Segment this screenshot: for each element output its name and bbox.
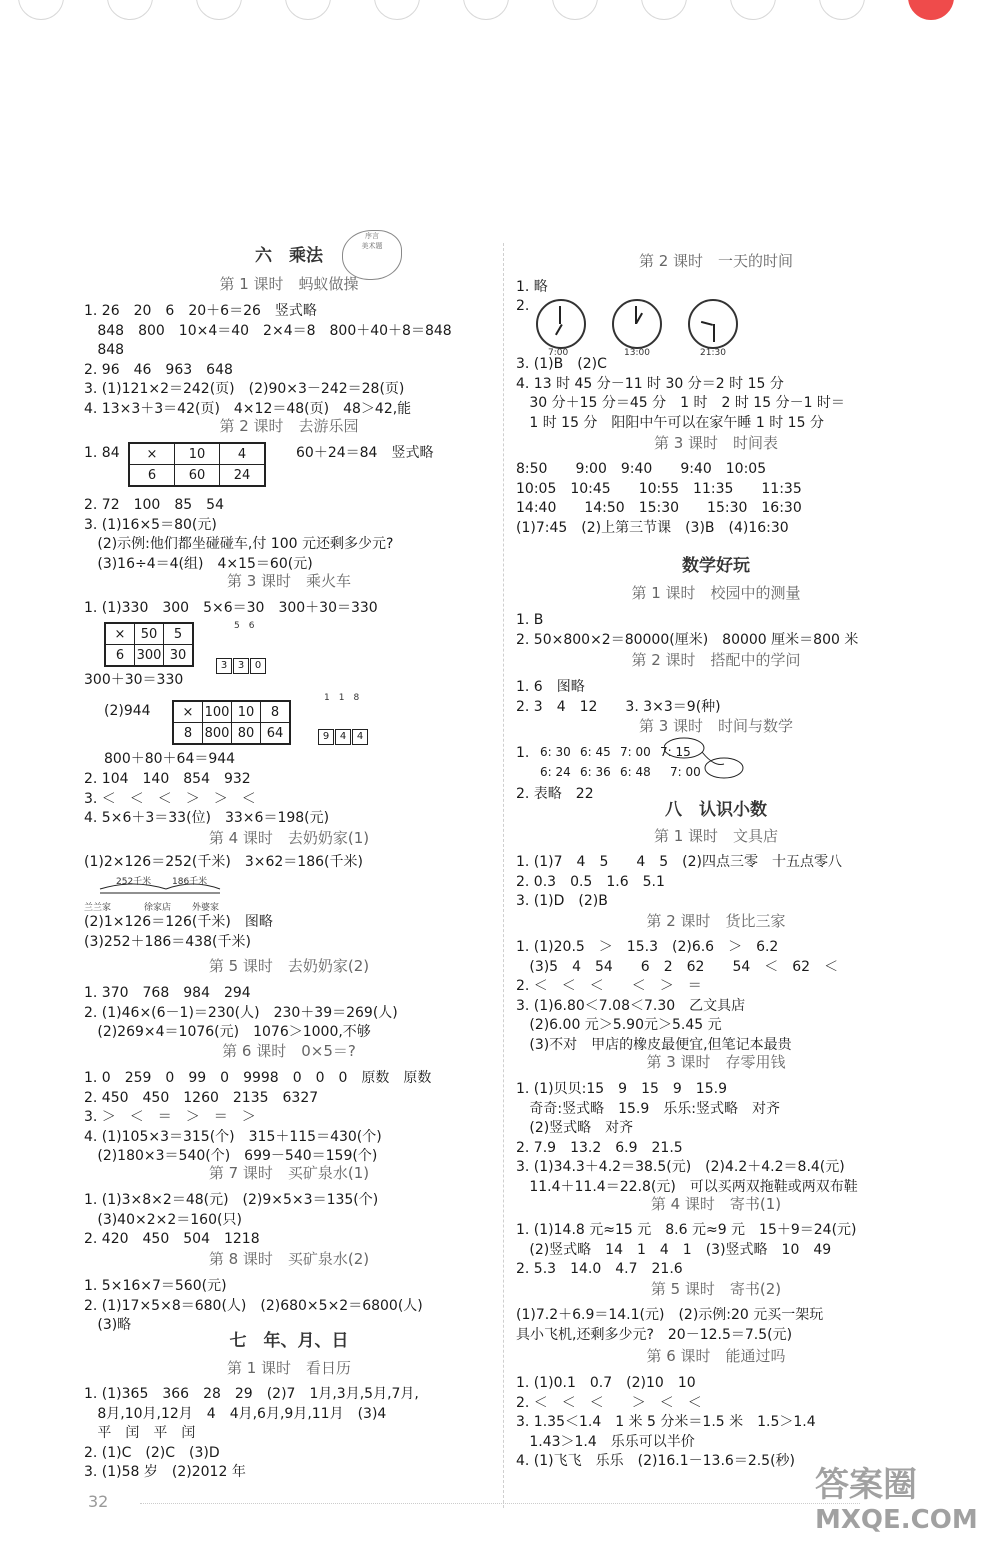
table-cell: 10 <box>232 701 261 723</box>
vertical-calc-result <box>318 724 369 745</box>
table-cell: 80 <box>232 723 261 745</box>
lesson-title: 第 5 课时 去奶奶家(2) <box>208 957 370 975</box>
table-cell: 8 <box>261 701 291 723</box>
lesson-title: 第 1 课时 校园中的测量 <box>631 584 801 602</box>
multiplication-table <box>128 442 266 487</box>
answer-line: 4. (1)105×3＝315(个) 315＋115＝430(个) <box>84 1128 382 1145</box>
digit-box: 4 <box>335 729 351 745</box>
answer-line: 3. (1)D (2)B <box>516 893 608 909</box>
table-cell: 6 <box>105 645 135 667</box>
answer-line: 4. 13 时 45 分－11 时 30 分＝2 时 15 分 <box>516 375 784 392</box>
answer-line: 1. 0 259 0 99 0 9998 0 0 0 原数 原数 <box>84 1070 432 1086</box>
answer-line: (1)7:45 (2)上第三节课 (3)B (4)16:30 <box>516 519 789 536</box>
answer-line: 2. 5.3 14.0 4.7 21.6 <box>516 1261 683 1277</box>
time-value: 6: 30 <box>540 745 571 759</box>
answer-line: 2. (1)17×5×8＝680(人) (2)680×5×2＝6800(人) <box>84 1297 423 1314</box>
header-circle <box>908 0 954 20</box>
answer-line: 4. (1)飞飞 乐乐 (2)16.1－13.6＝2.5(秒) <box>516 1453 796 1469</box>
answer-line: 2. 450 450 1260 2135 6327 <box>84 1089 319 1106</box>
answer-line: 2. 3 4 12 3. 3×3＝9(种) <box>516 698 721 715</box>
lesson-title: 第 8 课时 买矿泉水(2) <box>208 1250 370 1268</box>
answer-line: (1)7.2＋6.9＝14.1(元) (2)示例:20 元买一架玩 <box>516 1307 824 1323</box>
clock-label: 21:30 <box>700 348 726 358</box>
lesson-title: 第 2 课时 去游乐园 <box>219 417 359 435</box>
answer-line: 2. (1)C (2)C (3)D <box>84 1444 220 1461</box>
watermark-logo: 答案圈 <box>815 1465 917 1505</box>
table-cell: 24 <box>220 465 266 487</box>
table-cell: 100 <box>203 701 232 723</box>
answer-line: 60＋24＝84 竖式略 <box>296 445 434 461</box>
answer-line: 30 分＋15 分＝45 分 1 时 2 时 15 分－1 时＝ <box>516 395 845 411</box>
answer-line: 2. 表略 22 <box>516 786 594 802</box>
answer-line: 4. 5×6＋3＝33(位) 33×6＝198(元) <box>84 810 330 826</box>
chapter-7-title: 七 年、月、日 <box>229 1331 349 1351</box>
digit-box: 3 <box>233 658 249 674</box>
answer-line: 1. (1)330 300 5×6＝30 300＋30＝330 <box>84 600 378 616</box>
answer-line: (1)2×126＝252(千米) 3×62＝186(千米) <box>84 854 363 870</box>
answer-line: 8:50 9:00 9:40 9:40 10:05 <box>516 461 767 477</box>
minute-hand <box>559 306 561 324</box>
answer-line: (2)竖式略 对齐 <box>516 1120 634 1136</box>
table-cell: 800 <box>203 723 232 745</box>
answer-line: 3. (1)34.3＋4.2＝38.5(元) (2)4.2＋4.2＝8.4(元) <box>516 1159 845 1175</box>
seal-stamp: 序言 美术题 <box>342 230 402 280</box>
answer-line: 2. <box>516 298 530 314</box>
answer-line: 1. (1)0.1 0.7 (2)10 10 <box>516 1375 696 1391</box>
table-cell: 60 <box>175 465 220 487</box>
answer-line: (3)略 <box>84 1317 132 1333</box>
answer-line: (3)16÷4＝4(组) 4×15＝60(元) <box>84 555 313 572</box>
table-cell: 30 <box>164 645 194 667</box>
lesson-title: 第 2 课时 货比三家 <box>646 912 786 930</box>
time-value: 6: 48 <box>620 765 651 779</box>
answer-line: 1. (1)贝贝:15 9 15 9 15.9 <box>516 1081 727 1097</box>
clock-face-icon <box>612 299 662 349</box>
answer-line: 2. 420 450 504 1218 <box>84 1231 260 1247</box>
answer-line: 3. ＞ ＜ ＝ ＞ ＝ ＞ <box>84 1109 256 1125</box>
header-circle <box>641 0 687 20</box>
answer-line: 8月,10月,12月 4 4月,6月,9月,11月 (3)4 <box>84 1405 387 1422</box>
answer-line: 1. 略 <box>516 279 548 295</box>
answer-line: (2)269×4＝1076(元) 1076＞1000,不够 <box>84 1024 371 1040</box>
answer-line: 1. <box>516 745 530 761</box>
table-cell: 10 <box>175 443 220 465</box>
header-circle <box>374 0 420 20</box>
time-value: 6: 36 <box>580 765 611 779</box>
answer-line: (2)竖式略 14 1 4 1 (3)竖式略 10 49 <box>516 1241 832 1258</box>
lesson-title: 第 3 课时 乘火车 <box>226 572 352 590</box>
answer-line: 1. (1)7 4 5 4 5 (2)四点三零 十五点零八 <box>516 854 843 870</box>
answer-line: (2)1×126＝126(千米) 图略 <box>84 914 273 930</box>
table-cell: 6 <box>129 465 175 487</box>
digit-box: 4 <box>352 729 368 745</box>
answer-line: 1. (1)3×8×2＝48(元) (2)9×5×3＝135(个) <box>84 1192 379 1208</box>
lesson-title: 第 1 课时 蚂蚁做操 <box>219 275 359 293</box>
header-circle <box>463 0 509 20</box>
answer-line: 848 <box>84 342 125 358</box>
vertical-calc-result <box>216 653 267 674</box>
table-cell: 50 <box>135 623 164 645</box>
digit-box: 3 <box>216 658 232 674</box>
answer-line: 1. (1)20.5 ＞ 15.3 (2)6.6 ＞ 6.2 <box>516 939 779 955</box>
answer-line: 3. (1)121×2＝242(页) (2)90×3－242＝28(页) <box>84 381 405 397</box>
table-cell: 8 <box>173 723 203 745</box>
hour-hand <box>555 324 563 335</box>
page-number: 32 <box>88 1492 109 1511</box>
answer-line: 奇奇:竖式略 15.9 乐乐:竖式略 对齐 <box>516 1100 780 1117</box>
header-circle <box>196 0 242 20</box>
answer-line: 平 闰 平 闰 <box>84 1425 196 1441</box>
vertical-calc-digits: 5 6 <box>234 621 255 631</box>
multiplication-table <box>104 622 194 667</box>
answer-line: 3. 1.35＜1.4 1 米 5 分米＝1.5 米 1.5＞1.4 <box>516 1414 816 1430</box>
header-circle <box>107 0 153 20</box>
answer-line: 1.43＞1.4 乐乐可以半价 <box>516 1433 695 1450</box>
header-circle <box>819 0 865 20</box>
answer-line: (3)252＋186＝438(千米) <box>84 934 251 950</box>
clock-label: 7:00 <box>548 348 569 358</box>
clock-label: 13:00 <box>624 348 650 358</box>
lesson-title: 第 6 课时 能通过吗 <box>646 1347 786 1365</box>
header-circle <box>285 0 331 20</box>
table-cell: 64 <box>261 723 291 745</box>
minute-hand <box>713 324 715 342</box>
table-cell: 4 <box>220 443 266 465</box>
lesson-title: 第 1 课时 看日历 <box>226 1359 352 1377</box>
answer-line: 2. 96 46 963 648 <box>84 361 233 378</box>
chapter-6-title: 六 乘法 <box>255 246 323 266</box>
answer-line: 2. 104 140 854 932 <box>84 771 251 787</box>
watermark-url: MXQE.COM <box>815 1505 978 1535</box>
answer-line: 1 时 15 分 阳阳中午可以在家午睡 1 时 15 分 <box>516 414 824 431</box>
top-bar <box>0 0 1000 22</box>
table-cell: 300 <box>135 645 164 667</box>
answer-line: 1. 26 20 6 20＋6＝26 竖式略 <box>84 303 317 319</box>
hour-hand <box>701 321 713 326</box>
answer-line: 800＋80＋64＝944 <box>104 751 236 767</box>
digit-box: 0 <box>250 658 266 674</box>
answer-line: 2. (1)46×(6－1)＝230(人) 230＋39＝269(人) <box>84 1004 398 1021</box>
clock-face-icon <box>536 299 586 349</box>
answer-line: (2)944 <box>104 703 151 719</box>
clock-face-icon <box>688 299 738 349</box>
lesson-title: 第 7 课时 买矿泉水(1) <box>208 1164 370 1182</box>
answer-line: 1. 6 图略 <box>516 679 585 695</box>
answer-line: 3. (1)B (2)C <box>516 356 607 372</box>
answer-line: (2)示例:他们都坐碰碰车,付 100 元还剩多少元? <box>84 536 394 552</box>
table-cell: × <box>173 701 203 723</box>
answer-line: 1. B <box>516 612 544 628</box>
answer-line: 1. 370 768 984 294 <box>84 985 251 1001</box>
header-circle <box>552 0 598 20</box>
answer-line: (2)6.00 元＞5.90元＞5.45 元 <box>516 1017 722 1033</box>
answer-line: 14:40 14:50 15:30 15:30 16:30 <box>516 500 802 516</box>
time-value: 7: 00 <box>670 765 701 779</box>
table-cell: 5 <box>164 623 194 645</box>
answer-line: 4. 13×3＋3＝42(页) 4×12＝48(页) 48＞42,能 <box>84 400 412 417</box>
answer-line: 2. 72 100 85 54 <box>84 497 224 513</box>
answer-line: 2. 7.9 13.2 6.9 21.5 <box>516 1139 683 1156</box>
digit-box: 9 <box>318 729 334 745</box>
lesson-title: 第 6 课时 0×5＝? <box>222 1042 356 1060</box>
table-cell: × <box>129 443 175 465</box>
chapter-8-title: 八 认识小数 <box>665 800 767 820</box>
footer-rule <box>140 1503 860 1504</box>
answer-line: (3)40×2×2＝160(只) <box>84 1211 242 1228</box>
answer-line: 10:05 10:45 10:55 11:35 11:35 <box>516 480 802 497</box>
answer-line: (2)180×3＝540(个) 699－540＝159(个) <box>84 1148 378 1164</box>
answer-line: 1. (1)14.8 元≈15 元 8.6 元≈9 元 15＋9＝24(元) <box>516 1222 857 1238</box>
lesson-title: 第 3 课时 存零用钱 <box>646 1053 786 1071</box>
answer-line: 3. (1)6.80＜7.08＜7.30 乙文具店 <box>516 997 746 1014</box>
answer-line: 1. 5×16×7＝560(元) <box>84 1278 227 1294</box>
answer-line: 1. (1)365 366 28 29 (2)7 1月,3月,5月,7月, <box>84 1386 419 1402</box>
vertical-calc-digits: 1 1 8 <box>324 693 360 703</box>
column-divider <box>503 243 504 1508</box>
lesson-title: 第 4 课时 寄书(1) <box>650 1195 782 1213</box>
lesson-title: 第 5 课时 寄书(2) <box>650 1280 782 1298</box>
header-circle <box>730 0 776 20</box>
lesson-title: 第 4 课时 去奶奶家(1) <box>208 829 370 847</box>
answer-line: 3. (1)16×5＝80(元) <box>84 516 217 533</box>
time-value: 7: 15 <box>660 745 691 759</box>
lesson-title: 第 2 课时 搭配中的学问 <box>631 651 801 669</box>
table-cell: × <box>105 623 135 645</box>
answer-line: 3. ＜ ＜ ＜ ＞ ＞ ＜ <box>84 790 256 807</box>
answer-line: 2. ＜ ＜ ＜ ＞ ＜ ＜ <box>516 1394 702 1411</box>
answer-line: 300＋30＝330 <box>84 672 184 688</box>
circled-answers <box>664 737 744 781</box>
lesson-title: 第 3 课时 时间与数学 <box>638 717 794 735</box>
time-value: 7: 00 <box>620 745 651 759</box>
answer-line: (3)不对 甲店的橡皮最便宜,但笔记本最贵 <box>516 1036 792 1053</box>
answer-line: 11.4＋11.4＝22.8(元) 可以买两双拖鞋或两双布鞋 <box>516 1178 858 1195</box>
answer-line: 具小飞机,还剩多少元? 20－12.5＝7.5(元) <box>516 1326 793 1343</box>
answer-line: 2. 0.3 0.5 1.6 5.1 <box>516 873 665 890</box>
answer-line: 2. 50×800×2＝80000(厘米) 80000 厘米＝800 米 <box>516 631 859 648</box>
answer-line: 848 800 10×4＝40 2×4＝8 800＋40＋8＝848 <box>84 322 452 339</box>
time-value: 6: 24 <box>540 765 571 779</box>
answer-line: 2. ＜ ＜ ＜ ＜ ＞ ＝ <box>516 978 702 994</box>
answer-line: 1. 84 <box>84 445 120 461</box>
header-circle <box>18 0 64 20</box>
lesson-title: 第 2 课时 一天的时间 <box>638 252 794 270</box>
lesson-title: 第 1 课时 文具店 <box>653 827 779 845</box>
time-value: 6: 45 <box>580 745 611 759</box>
section-title: 数学好玩 <box>682 556 750 576</box>
answer-line: 3. (1)58 岁 (2)2012 年 <box>84 1464 246 1480</box>
lesson-title: 第 3 课时 时间表 <box>653 434 779 452</box>
minute-hand <box>635 306 637 324</box>
answer-line: (3)5 4 54 6 2 62 54 ＜ 62 ＜ <box>516 958 839 975</box>
multiplication-table <box>172 700 291 745</box>
